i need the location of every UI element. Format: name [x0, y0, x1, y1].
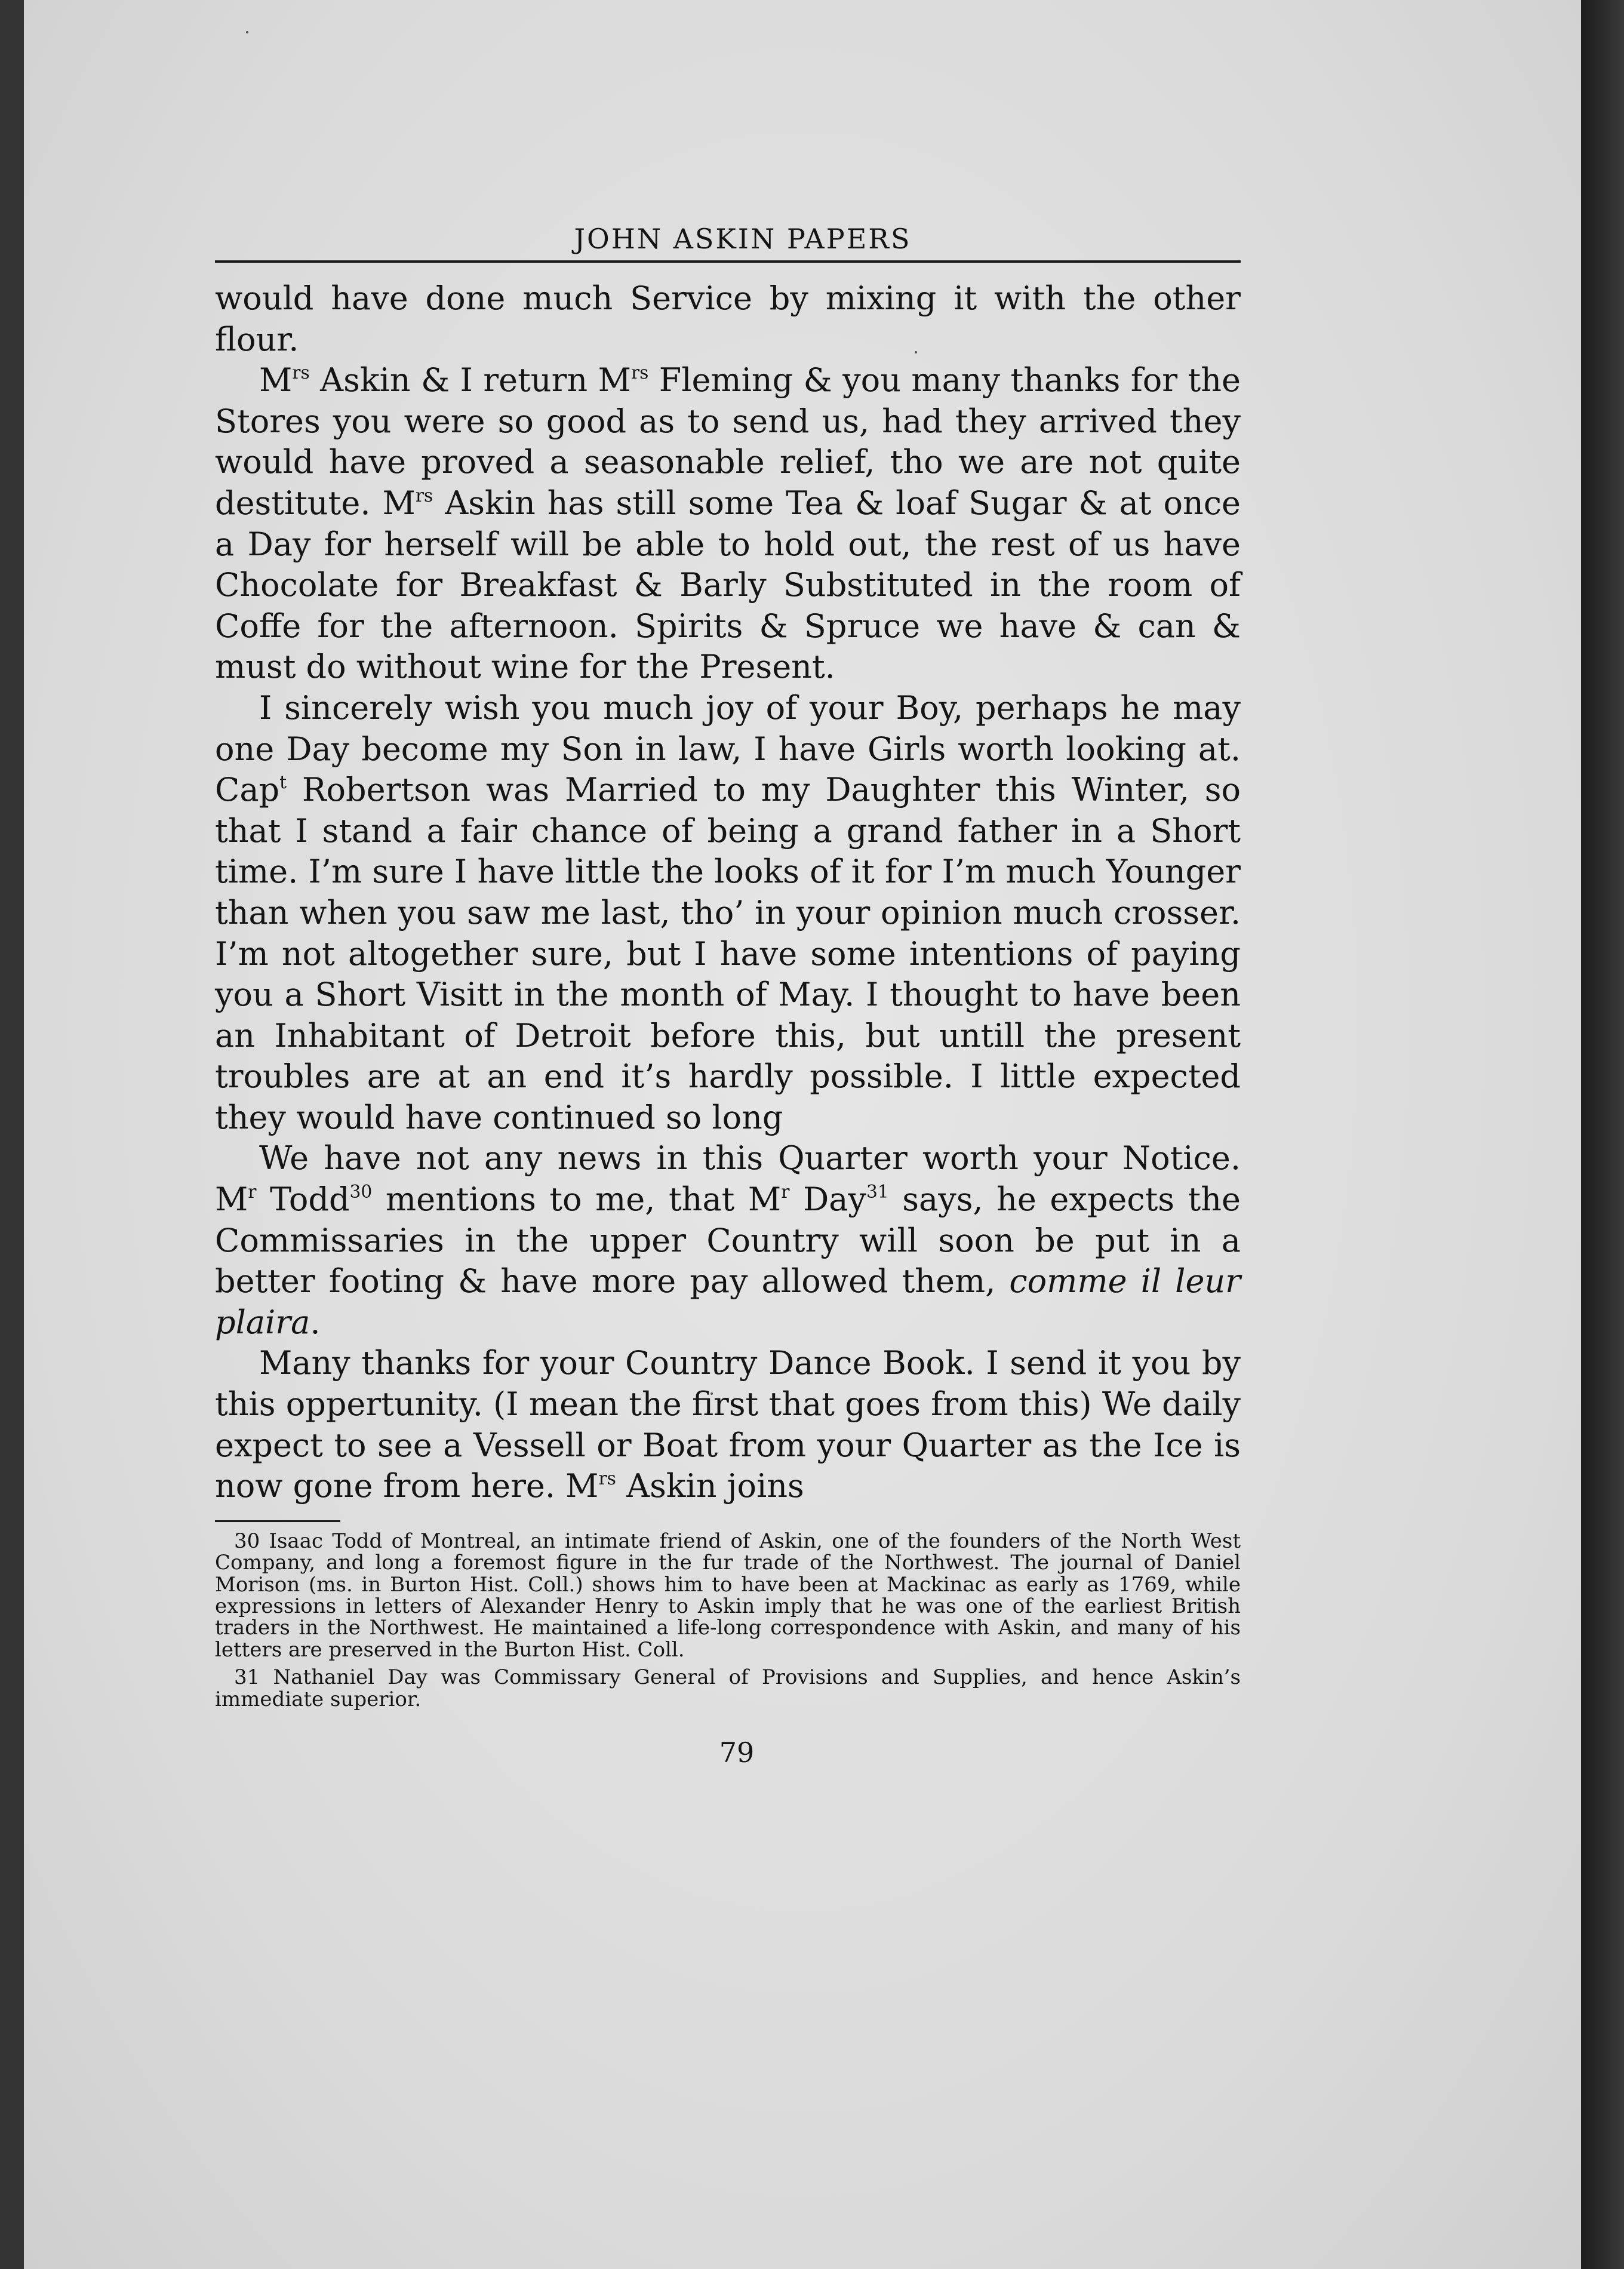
text-run: Askin & I return M: [309, 361, 631, 399]
text-run: M: [259, 361, 293, 399]
text-run: says, he expects the Commissaries in the upper Country will soon be put in a better footing & have more pay allowed them,: [215, 1180, 1241, 1300]
superscript: 31: [866, 1182, 889, 1203]
superscript: rs: [630, 362, 649, 384]
paper-speck: [246, 31, 248, 33]
text-run: Todd: [256, 1180, 350, 1219]
text-run: mentions to me, that M: [372, 1180, 782, 1219]
running-head: JOHN ASKIN PAPERS: [574, 223, 912, 255]
superscript: rs: [598, 1468, 616, 1490]
text-run: would have done much Service by mixing it with the other flour.: [215, 279, 1241, 358]
running-head-rule: [215, 260, 1241, 263]
text-run: We have not any news in this Quarter worth your Notice. M: [215, 1139, 1241, 1219]
italic-phrase: comme il leur plaira: [215, 1262, 1241, 1341]
page-content: [215, 221, 1241, 1769]
superscript: 30: [349, 1182, 373, 1203]
letter-body: [215, 278, 1241, 1507]
text-run: I sincerely wish you much joy of your Boy, perhaps he may one Day become my Son in law, I have Girls worth looking at. Cap: [215, 688, 1241, 809]
body-paragraph: [215, 1138, 1241, 1343]
text-run: .: [310, 1303, 321, 1341]
superscript: rs: [292, 362, 310, 384]
text-run: Many thanks for your Country Dance Book. I send it you by this oppertunity. (I mean the first that goes from this) We daily expect to see a Vessell or Boat from your Quarter as the Ice is now gone from here. M: [215, 1344, 1241, 1505]
text-run: Fleming & you many thanks for the Stores you were so good as to send us, had they arrived they would have proved a seasonable relief, tho we are not quite destitute. M: [215, 361, 1241, 522]
footnotes: [215, 1530, 1241, 1710]
superscript: r: [248, 1182, 257, 1203]
body-paragraph: [215, 278, 1241, 360]
superscript: r: [781, 1182, 790, 1203]
body-paragraph: [215, 688, 1241, 1139]
text-run: Day: [789, 1180, 866, 1219]
book-page: [24, 0, 1581, 2269]
text-run: Robertson was Married to my Daughter this Winter, so that I stand a fair chance of being a grand father in a Short time. I’m sure I have little the looks of it for I’m much Younger than when you saw me last, tho’ in your opinion much crosser. I’m not altogether sure, but I have some intentions of paying you a Short Visitt in the month of May. I thought to have been an Inhabitant of Detroit before this, but untill the present troubles are at an end it’s hardly possible. I little expected they would have continued so long: [215, 771, 1241, 1136]
page-number: 79: [719, 1736, 755, 1769]
superscript: t: [279, 772, 287, 794]
superscript: rs: [415, 485, 433, 507]
footnote-rule: [215, 1520, 340, 1522]
text-run: Askin joins: [616, 1467, 804, 1505]
body-paragraph: [215, 360, 1241, 688]
body-paragraph: [215, 1343, 1241, 1506]
footnote: 30 Isaac Todd of Montreal, an intimate friend of Askin, one of the founders of the North West Company, and long a foremost figure in the fur trade of the Northwest. The journal of Daniel Morison (ms. in Burton Hist. Coll.) shows him to have been at Mackinac as early as 1769, while expressions in letters of Alexander Henry to Askin imply that he was one of the earliest British traders in the Northwest. He maintained a life-long correspondence with Askin, and many of his letters are preserved in the Burton Hist. Coll.: [215, 1529, 1241, 1662]
text-run: Askin has still some Tea & loaf Sugar & at once a Day for herself will be able to hold out, the rest of us have Chocolate for Breakfast & Barly Substituted in the room of Coffe for the afternoon. Spirits & Spruce we have & can & must do without wine for the Present.: [215, 484, 1241, 686]
scan-edge: [1581, 0, 1624, 2269]
footnote: 31 Nathaniel Day was Commissary General of Provisions and Supplies, and hence Askin’s immediate superior.: [215, 1665, 1241, 1711]
